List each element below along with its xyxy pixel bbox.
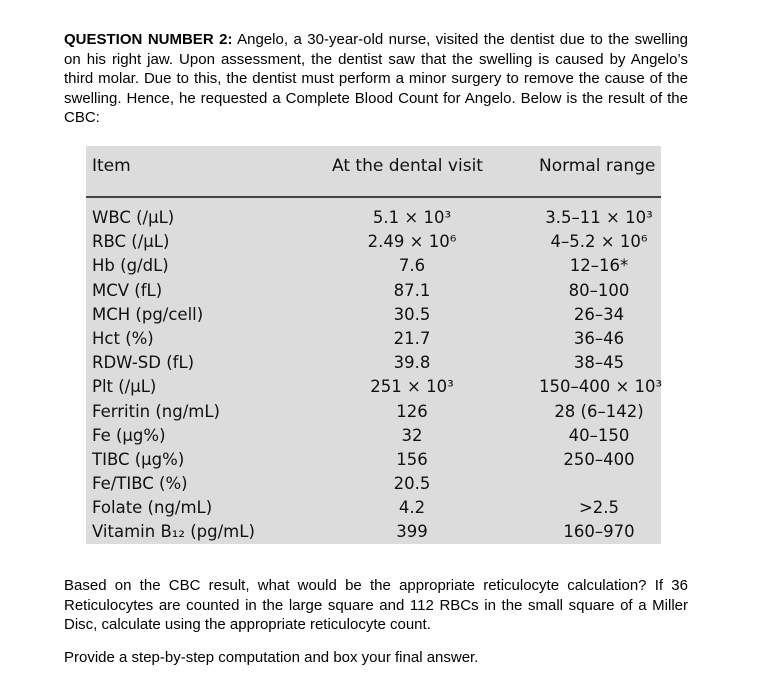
table-header <box>86 146 661 196</box>
table-row <box>86 375 661 399</box>
cell-visit: 21.7 <box>393 328 431 348</box>
table-row <box>86 279 661 303</box>
table-row <box>86 206 661 230</box>
cbc-result-table <box>86 146 661 544</box>
question-label: QUESTION NUMBER 2: <box>64 31 233 48</box>
cell-normal: 150–400 × 10³ <box>539 377 663 397</box>
reticulocyte-question: Based on the CBC result, what would be the appropriate reticulocyte calculation? If 36 Reticulocytes are counted in the large square and 112 RBCs in the small square of a Miller Disc, calculate using the appropriate reticulocyte count. <box>64 577 688 633</box>
cell-visit: 87.1 <box>393 280 431 300</box>
header-normal-range: Normal range <box>539 156 656 176</box>
table-row <box>86 303 661 327</box>
cell-visit: 7.6 <box>398 256 426 276</box>
table-row <box>86 472 661 496</box>
cell-visit: 4.2 <box>398 498 426 518</box>
cell-item: Folate (ng/mL) <box>92 498 213 518</box>
cell-item: Hct (%) <box>92 328 154 348</box>
cell-visit: 2.49 × 10⁶ <box>367 232 457 252</box>
table-row <box>86 496 661 520</box>
table-row <box>86 254 661 278</box>
cell-item: Fe/TIBC (%) <box>92 474 188 494</box>
cell-normal: 160–970 <box>563 522 635 542</box>
table-row <box>86 520 661 544</box>
cell-normal: 12–16* <box>569 256 629 276</box>
cell-item: Vitamin B₁₂ (pg/mL) <box>92 522 255 542</box>
header-dental-visit: At the dental visit <box>332 156 483 176</box>
cell-visit: 39.8 <box>393 353 431 373</box>
question-paragraph <box>64 30 688 128</box>
table-row <box>86 424 661 448</box>
cell-visit: 30.5 <box>393 304 431 324</box>
table-body <box>86 206 661 545</box>
header-divider <box>86 196 661 198</box>
cell-normal: 38–45 <box>573 353 625 373</box>
header-item: Item <box>92 156 131 176</box>
cell-normal: 4–5.2 × 10⁶ <box>550 232 648 252</box>
cell-normal: 40–150 <box>568 425 630 445</box>
cell-item: Ferritin (ng/mL) <box>92 401 220 421</box>
cell-item: RDW-SD (fL) <box>92 353 195 373</box>
cell-normal: 80–100 <box>568 280 630 300</box>
instruction-text: Provide a step-by-step computation and box your final answer. <box>64 649 479 666</box>
cell-normal: 36–46 <box>573 328 625 348</box>
question-text: Angelo, a 30-year-old nurse, visited the dentist due to the swelling on his right jaw. Upon assessment, the dentist saw that the swelling is caused by Angelo’s third molar. Due to this, the dentist must perform a minor surgery to remove the cause of the swelling. Hence, he requested a Complete Blood Count for Angelo. Below is the result of the CBC: <box>64 31 688 126</box>
cell-normal: >2.5 <box>578 498 620 518</box>
cell-item: RBC (/μL) <box>92 232 170 252</box>
cell-item: Hb (g/dL) <box>92 256 169 276</box>
table-row <box>86 400 661 424</box>
cell-item: Fe (μg%) <box>92 425 166 445</box>
cell-item: MCV (fL) <box>92 280 163 300</box>
cell-normal: 3.5–11 × 10³ <box>545 208 653 227</box>
cell-item: TIBC (μg%) <box>92 449 185 469</box>
cell-visit: 156 <box>396 449 428 469</box>
cell-item: MCH (pg/cell) <box>92 304 204 324</box>
cell-visit: 399 <box>396 522 428 542</box>
table-row <box>86 351 661 375</box>
table-row <box>86 230 661 254</box>
cell-visit: 251 × 10³ <box>370 377 454 397</box>
cell-item: WBC (/μL) <box>92 208 175 227</box>
cell-normal: 250–400 <box>563 449 635 469</box>
cell-item: Plt (/μL) <box>92 377 157 397</box>
cell-normal: 26–34 <box>573 304 625 324</box>
cell-visit: 20.5 <box>393 474 431 494</box>
cell-visit: 32 <box>401 425 423 445</box>
cell-visit: 5.1 × 10³ <box>372 208 452 227</box>
table-row <box>86 448 661 472</box>
cell-visit: 126 <box>396 401 428 421</box>
table-row <box>86 327 661 351</box>
cell-normal: 28 (6–142) <box>554 401 644 421</box>
